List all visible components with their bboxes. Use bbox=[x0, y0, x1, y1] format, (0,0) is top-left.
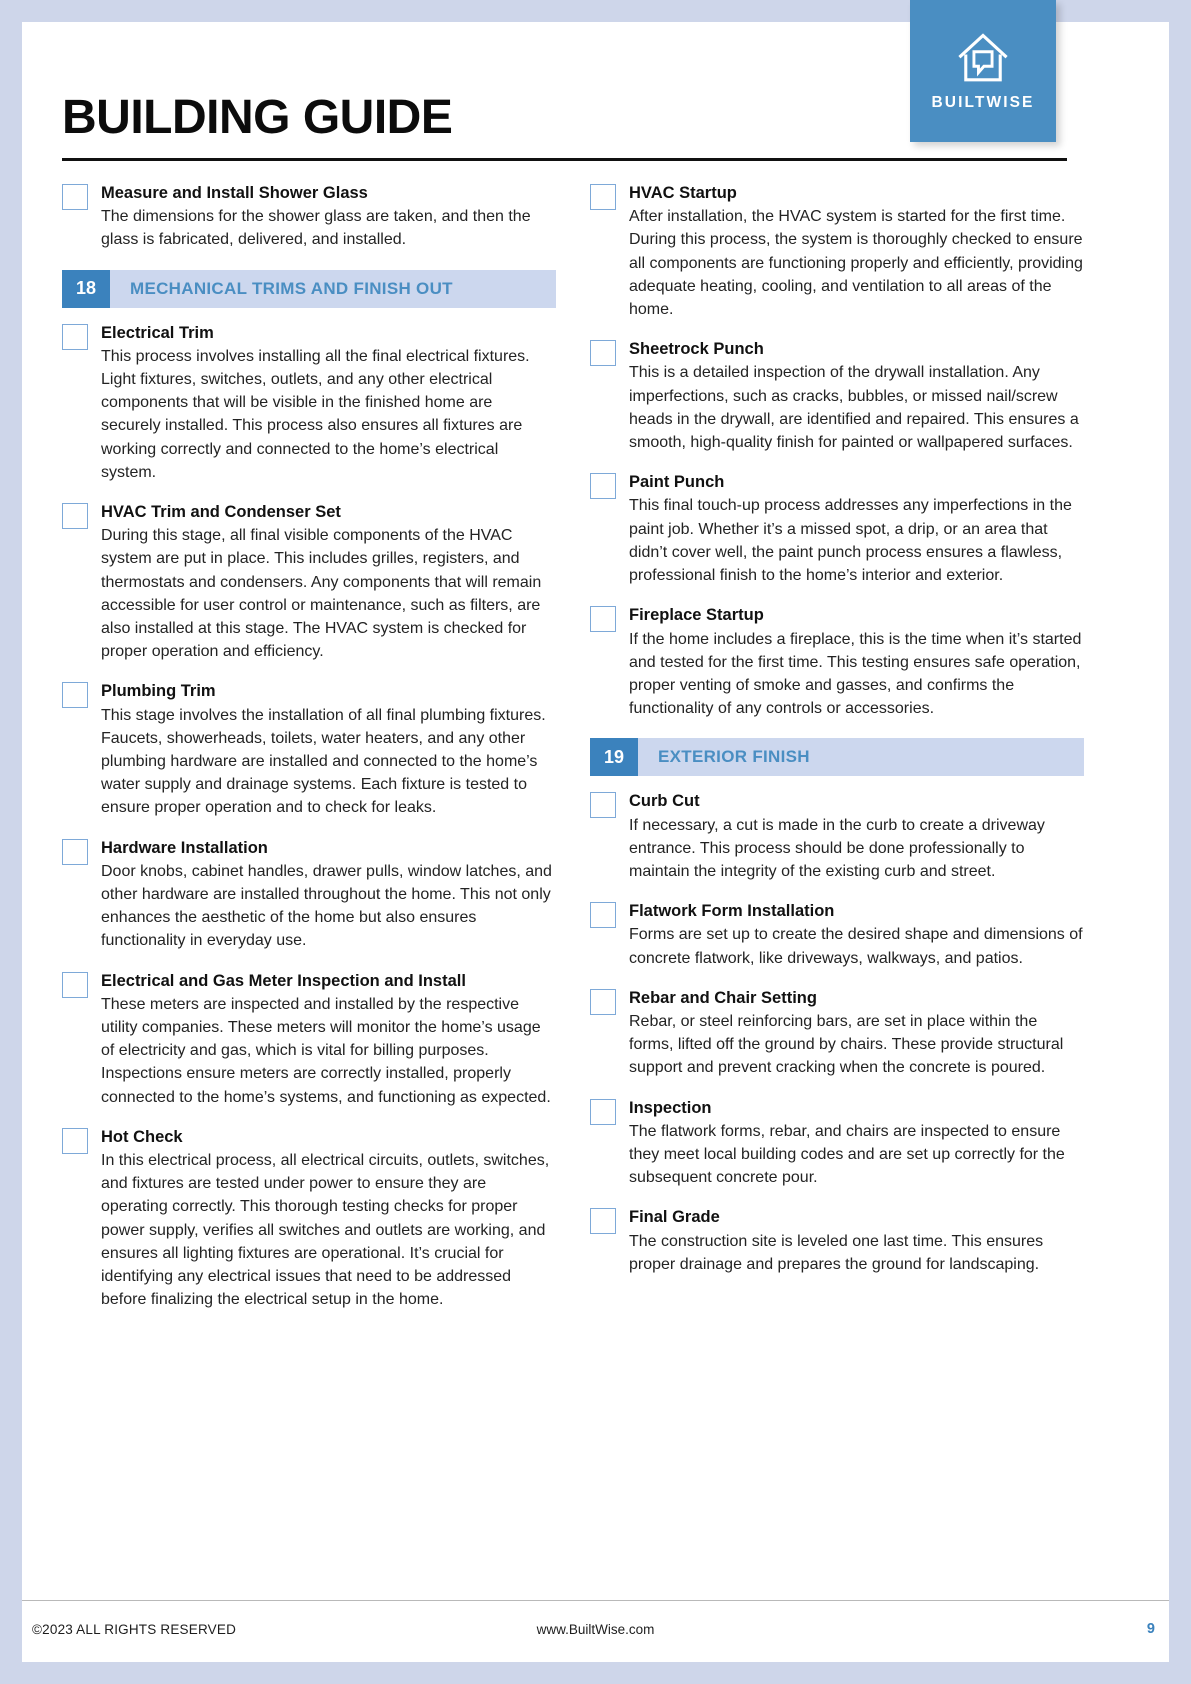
checklist-item-description: This is a detailed inspection of the drywall installation. Any imperfections, such as cracks, bubbles, or missed nail/screw heads in the drywall, are identified and repaired. This ensures a smooth, high-quality finish for painted or wallpapered surfaces. bbox=[629, 364, 1079, 452]
checklist-item-title: Curb Cut bbox=[629, 792, 700, 811]
checklist-item-description: If necessary, a cut is made in the curb to create a driveway entrance. This process should be done professionally to maintain the integrity of the existing curb and street. bbox=[629, 816, 1045, 880]
checkbox[interactable] bbox=[62, 682, 88, 708]
checklist-item-description: Forms are set up to create the desired shape and dimensions of concrete flatwork, like driveways, walkways, and patios. bbox=[629, 926, 1083, 967]
checklist-item-description: During this stage, all final visible components of the HVAC system are put in place. This includes grilles, registers, and thermostats and condensers. Any components that will remain accessible for user control or maintenance, such as filters, are also installed at this stage. The HVAC system is checked for proper operation and efficiency. bbox=[101, 527, 542, 661]
checklist-item bbox=[62, 322, 556, 484]
checklist-item bbox=[590, 987, 1084, 1080]
checklist-item-text bbox=[629, 987, 1084, 1080]
checklist-item bbox=[590, 900, 1084, 970]
checklist-item bbox=[590, 604, 1084, 720]
checklist-item bbox=[590, 1206, 1084, 1276]
checklist-item-text bbox=[101, 1126, 556, 1312]
checkbox[interactable] bbox=[590, 340, 616, 366]
checklist-item bbox=[590, 790, 1084, 883]
checklist-item-text bbox=[629, 471, 1084, 587]
checklist-item-title: Flatwork Form Installation bbox=[629, 902, 835, 921]
checklist-item bbox=[590, 471, 1084, 587]
checkbox[interactable] bbox=[590, 606, 616, 632]
checklist-item-title: Sheetrock Punch bbox=[629, 340, 764, 359]
checkbox[interactable] bbox=[590, 473, 616, 499]
checklist-item-description: This final touch-up process addresses any imperfections in the paint job. Whether it’s a missed spot, a drip, or an area that didn’t cover well, the paint punch process ensures a flawless, professional finish to the home’s interior and exterior. bbox=[629, 497, 1072, 585]
checklist-item-title: Rebar and Chair Setting bbox=[629, 988, 817, 1007]
checkbox[interactable] bbox=[590, 902, 616, 928]
house-speech-bubble-icon bbox=[954, 30, 1012, 88]
checklist-item bbox=[590, 1097, 1084, 1190]
checklist-item-title: Paint Punch bbox=[629, 473, 725, 492]
checklist-item-text bbox=[101, 182, 556, 252]
checklist-item-text bbox=[101, 501, 556, 663]
checklist-item-title: Final Grade bbox=[629, 1208, 720, 1227]
page-title: BUILDING GUIDE bbox=[62, 91, 453, 144]
checklist-item bbox=[590, 338, 1084, 454]
document-page bbox=[22, 22, 1169, 1662]
checkbox[interactable] bbox=[62, 324, 88, 350]
checklist-item bbox=[62, 1126, 556, 1312]
checklist-item-description: The construction site is leveled one last time. This ensures proper drainage and prepares the ground for landscaping. bbox=[629, 1232, 1044, 1273]
page-footer bbox=[22, 1600, 1169, 1662]
footer-copyright: ©2023 ALL RIGHTS RESERVED bbox=[32, 1622, 237, 1637]
logo-wordmark: BUILTWISE bbox=[931, 94, 1035, 111]
checklist-item-text bbox=[101, 680, 556, 819]
section-title: EXTERIOR FINISH bbox=[658, 747, 810, 767]
checklist-item-title: Plumbing Trim bbox=[101, 682, 216, 701]
checklist-item-text bbox=[629, 1206, 1084, 1276]
title-divider bbox=[62, 158, 1067, 161]
checklist-item bbox=[62, 837, 556, 953]
checklist-item bbox=[62, 182, 556, 252]
checklist-item-text bbox=[101, 322, 556, 484]
checklist-item-title: Electrical and Gas Meter Inspection and Install bbox=[101, 971, 466, 990]
checkbox[interactable] bbox=[590, 184, 616, 210]
checklist-item-description: The dimensions for the shower glass are taken, and then the glass is fabricated, delivered, and installed. bbox=[101, 208, 531, 249]
page-header bbox=[22, 22, 1169, 162]
left-column bbox=[62, 182, 556, 1328]
checklist-item-description: Rebar, or steel reinforcing bars, are set in place within the forms, lifted off the ground by chairs. These provide structural support and prevent cracking when the concrete is poured. bbox=[629, 1012, 1064, 1077]
right-column bbox=[590, 182, 1084, 1328]
section-header bbox=[62, 270, 556, 308]
checklist-item bbox=[62, 970, 556, 1109]
section-number: 19 bbox=[590, 738, 638, 776]
checklist-item-description: Door knobs, cabinet handles, drawer pulls, window latches, and other hardware are installed throughout the home. This not only enhances the aesthetic of the home but also ensures functionality in everyday use. bbox=[101, 862, 552, 950]
checkbox[interactable] bbox=[62, 503, 88, 529]
checklist-item-text bbox=[629, 182, 1084, 321]
checklist-item bbox=[62, 501, 556, 663]
checkbox[interactable] bbox=[590, 989, 616, 1015]
checkbox[interactable] bbox=[590, 1099, 616, 1125]
checklist-item-text bbox=[629, 338, 1084, 454]
checklist-item-description: In this electrical process, all electrical circuits, outlets, switches, and fixtures are tested under power to ensure they are operating correctly. This thorough testing checks for proper power supply, verifies all switches and outlets are working, and ensures all lighting fixtures are operational. It’s crucial for identifying any electrical issues that need to be addressed before finalizing the electrical setup in the home. bbox=[101, 1152, 550, 1309]
checklist-item-title: HVAC Trim and Condenser Set bbox=[101, 503, 341, 522]
checklist-content bbox=[22, 182, 1169, 1328]
checklist-item-title: Hardware Installation bbox=[101, 838, 268, 857]
checklist-item-title: Inspection bbox=[629, 1098, 712, 1117]
builtwise-logo bbox=[910, 0, 1056, 142]
checklist-item bbox=[62, 680, 556, 819]
checklist-item-description: After installation, the HVAC system is started for the first time. During this process, the system is thoroughly checked to ensure all components are functioning properly and efficiently, providing adequate heating, cooling, and ventilation to all areas of the home. bbox=[629, 208, 1083, 319]
checklist-item-description: The flatwork forms, rebar, and chairs are inspected to ensure they meet local building codes and are set up correctly for the subsequent concrete pour. bbox=[629, 1122, 1065, 1187]
checklist-item-description: This process involves installing all the final electrical fixtures. Light fixtures, switches, outlets, and any other electrical components that will be visible in the finished home are securely installed. This process also ensures all fixtures are working correctly and connected to the home’s electrical system. bbox=[101, 347, 530, 481]
section-title: MECHANICAL TRIMS AND FINISH OUT bbox=[130, 278, 453, 298]
checklist-item-title: Measure and Install Shower Glass bbox=[101, 184, 368, 202]
checkbox[interactable] bbox=[590, 1208, 616, 1234]
section-header bbox=[590, 738, 1084, 776]
checkbox[interactable] bbox=[62, 184, 88, 210]
checklist-item-text bbox=[629, 900, 1084, 970]
checklist-item-title: HVAC Startup bbox=[629, 184, 737, 202]
checklist-item bbox=[590, 182, 1084, 321]
checklist-item-title: Electrical Trim bbox=[101, 323, 214, 342]
footer-website: www.BuiltWise.com bbox=[536, 1622, 655, 1637]
section-number: 18 bbox=[62, 270, 110, 308]
checkbox[interactable] bbox=[590, 792, 616, 818]
checklist-item-description: If the home includes a fireplace, this is the time when it’s started and tested for the first time. This testing ensures safe operation, proper venting of smoke and gasses, and confirms the functionality of any controls or accessories. bbox=[629, 630, 1082, 718]
checklist-item-text bbox=[629, 790, 1084, 883]
checklist-item-description: This stage involves the installation of all final plumbing fixtures. Faucets, showerheads, toilets, water heaters, and any other plumbing hardware are installed and connected to the home’s water supply and drainage systems. Each fixture is tested to ensure proper operation and to check for leaks. bbox=[101, 706, 546, 817]
checklist-item-description: These meters are inspected and installed by the respective utility companies. These meters will monitor the home’s usage of electricity and gas, which is vital for billing purposes. Inspections ensure meters are correctly installed, properly connected to the home’s systems, and functioning as expected. bbox=[101, 995, 551, 1106]
checklist-item-title: Fireplace Startup bbox=[629, 606, 764, 625]
checklist-item-text bbox=[101, 970, 556, 1109]
checklist-item-text bbox=[629, 604, 1084, 720]
checklist-item-title: Hot Check bbox=[101, 1127, 183, 1146]
footer-page-number: 9 bbox=[1146, 1621, 1155, 1637]
checkbox[interactable] bbox=[62, 1128, 88, 1154]
checklist-item-text bbox=[101, 837, 556, 953]
checklist-item-text bbox=[629, 1097, 1084, 1190]
checkbox[interactable] bbox=[62, 839, 88, 865]
checkbox[interactable] bbox=[62, 972, 88, 998]
